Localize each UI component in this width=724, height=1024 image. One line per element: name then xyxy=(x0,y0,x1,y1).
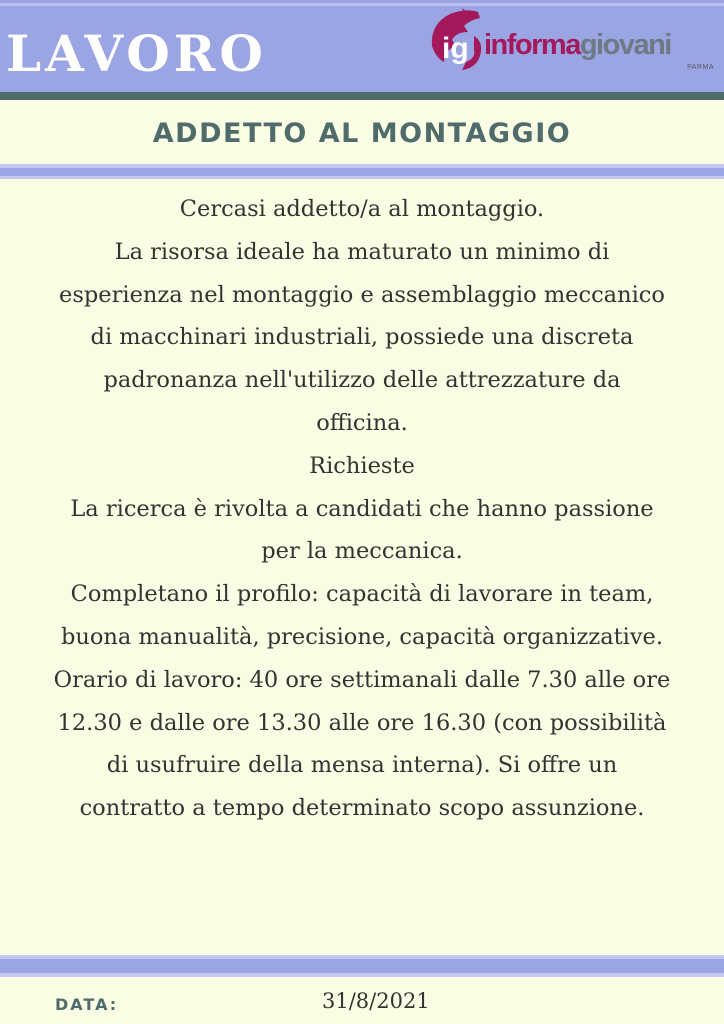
description-line: La risorsa ideale ha maturato un minimo di xyxy=(114,238,610,265)
footer-band xyxy=(0,959,724,973)
logo-subtext: PARMA xyxy=(687,64,714,71)
header-divider-bar xyxy=(0,92,724,100)
title-band xyxy=(0,168,724,176)
description-line: di macchinari industriali, possiede una discreta xyxy=(90,324,634,351)
description-line: Orario di lavoro: 40 ore settimanali dalle 7.30 alle ore xyxy=(53,666,671,693)
date-label: DATA: xyxy=(55,995,119,1014)
footer-band-bottom-light xyxy=(0,973,724,977)
description-line: Cercasi addetto/a al montaggio. xyxy=(179,196,545,222)
description-line: Completano il profilo: capacità di lavorare in team, xyxy=(70,581,654,608)
description-line: per la meccanica. xyxy=(261,538,463,565)
title-band-bottom-light xyxy=(0,176,724,179)
logo-mark-icon xyxy=(426,6,486,74)
description-line: padronanza nell'utilizzo delle attrezzature da xyxy=(103,367,621,394)
description-line: buona manualità, precisione, capacità organizzative. xyxy=(60,623,664,650)
description-line: contratto a tempo determinato scopo assunzione. xyxy=(79,795,645,822)
description-line: La ricerca è rivolta a candidati che hanno passione xyxy=(70,495,654,522)
logo-wordmark: informagiovani xyxy=(484,29,671,61)
job-title: ADDETTO AL MONTAGGIO xyxy=(152,118,572,149)
date-value: 31/8/2021 xyxy=(322,989,430,1013)
job-description xyxy=(0,188,724,830)
header-banner xyxy=(0,0,724,92)
section-label: LAVORO xyxy=(6,24,267,83)
description-line: Richieste xyxy=(309,452,415,479)
description-line: di usufruire della mensa interna). Si offre un xyxy=(106,752,618,779)
description-line: esperienza nel montaggio e assemblaggio meccanico xyxy=(59,281,665,308)
informagiovani-logo[interactable] xyxy=(426,6,722,74)
description-line: 12.30 e dalle ore 13.30 alle ore 16.30 (con possibilità xyxy=(57,709,667,736)
description-line: officina. xyxy=(316,409,408,436)
svg-text:ig: ig xyxy=(442,32,469,65)
